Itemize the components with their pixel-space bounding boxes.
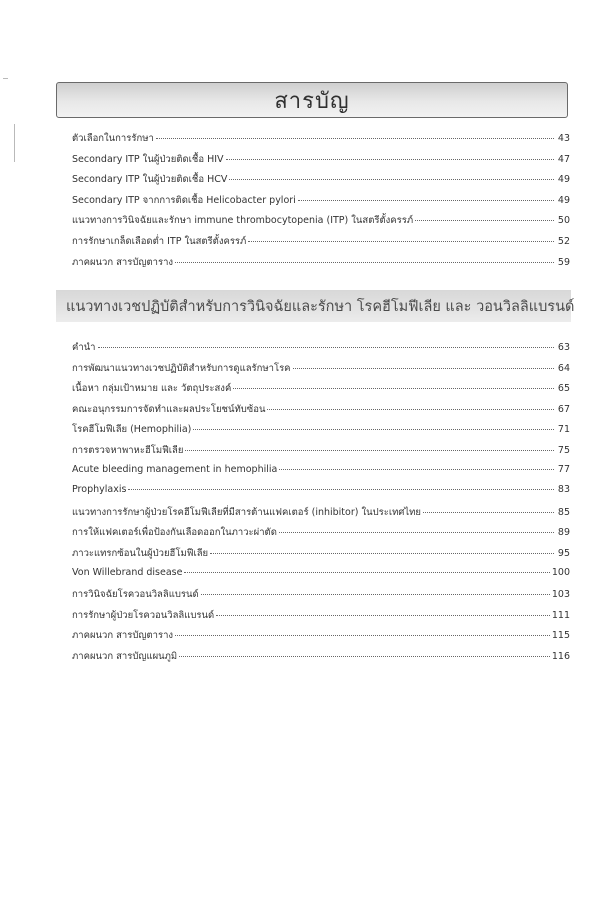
toc-entry-page: 111 [551,609,570,621]
toc-entry-title: ภาวะแทรกซ้อนในผู้ป่วยฮีโมฟีเลีย [72,547,209,559]
toc-entry [72,422,570,443]
toc-entry-title: แนวทางการวินิจฉัยและรักษา immune thrombocytopenia (ITP) ในสตรีตั้งครรภ์ [72,215,414,227]
toc-entry-title: คณะอนุกรรมการจัดทำและผลประโยชน์ทับซ้อน [72,403,266,415]
toc-entry-title: การรักษาผู้ป่วยโรควอนวิลลิแบรนด์ [72,609,215,621]
toc-entry-title: ตัวเลือกในการรักษา [72,133,154,144]
toc-entry-page: 83 [557,484,570,496]
toc-entry-title: การตรวจหาพาหะฮีโมฟีเลีย [72,444,184,456]
dot-leader [248,241,554,242]
toc-entry-page: 75 [557,444,570,456]
toc-entry-page: 49 [557,174,570,186]
dot-leader [229,179,554,180]
dot-leader [423,512,554,513]
dot-leader [185,450,554,451]
toc-entry-page: 95 [557,547,570,559]
toc-entry-title: เนื้อหา กลุ่มเป้าหมาย และ วัตถุประสงค์ [72,383,232,395]
toc-entry [72,628,570,649]
toc-entry [72,567,570,588]
toc-entry-page: 89 [557,527,570,539]
toc-entry [72,172,570,193]
toc-entry-page: 77 [557,463,570,475]
toc-entry-title: Von Willebrand disease [72,566,183,578]
toc-entry-title: Secondary ITP จากการติดเชื้อ Helicobacter pylori [72,194,296,206]
toc-heading-box [56,82,568,118]
toc-entry-page: 65 [557,383,570,395]
toc-entry [72,340,570,361]
dot-leader [175,262,554,263]
toc-entry-page: 52 [557,235,570,247]
toc-entry [72,234,570,255]
toc-entry [72,152,570,173]
dot-leader [98,347,554,348]
toc-entry-page: 49 [557,194,570,206]
dot-leader [175,635,550,636]
toc-entry [72,505,570,526]
toc-entry [72,131,570,152]
toc-entry-title: Secondary ITP ในผู้ป่วยติดเชื้อ HCV [72,174,228,186]
scan-edge-mark-left [14,124,15,162]
toc-entry-title: การพัฒนาแนวทางเวชปฏิบัติสำหรับการดูแลรักษาโรค [72,362,291,374]
toc-entry-title: Acute bleeding management in hemophilia [72,463,278,475]
toc-entry [72,402,570,423]
toc-entry-page: 116 [551,650,570,662]
toc-entry [72,546,570,567]
toc-entry-page: 63 [557,342,570,353]
toc-entry [72,608,570,629]
scan-edge-mark-top [3,78,8,79]
toc-entry-title: การให้แฟคเตอร์เพื่อป้องกันเลือดออกในภาวะผ่าตัด [72,527,277,539]
toc-entry [72,443,570,464]
dot-leader [201,594,550,595]
toc-entry-page: 67 [557,403,570,415]
toc-entry-title: โรคฮีโมฟีเลีย (Hemophilia) [72,424,192,436]
toc-entry-title: Prophylaxis [72,484,127,496]
dot-leader [267,409,554,410]
toc-entry-page: 43 [557,133,570,144]
toc-entry-page: 50 [557,215,570,227]
dot-leader [210,553,554,554]
toc-heading: สารบัญ [274,88,350,114]
dot-leader [415,220,554,221]
section-title: แนวทางเวชปฏิบัติสำหรับการวินิจฉัยและรักษา โรคฮีโมฟีเลีย และ วอนวิลลิแบรนด์ [66,298,575,315]
toc-entry-page: 47 [557,153,570,165]
dot-leader [293,368,554,369]
toc-entry-title: ภาคผนวก สารบัญตาราง [72,256,174,268]
toc-entry [72,587,570,608]
toc-entry-title: Secondary ITP ในผู้ป่วยติดเชื้อ HIV [72,153,224,165]
dot-leader [279,532,554,533]
toc-entry-page: 59 [557,256,570,268]
toc-entry [72,213,570,234]
dot-leader [179,656,550,657]
toc-entry-page: 100 [551,566,570,578]
toc-entry [72,484,570,505]
toc-entry-title: การวินิจฉัยโรควอนวิลลิแบรนด์ [72,589,199,601]
toc-entry [72,361,570,382]
section-banner [56,290,575,322]
toc-entry [72,193,570,214]
toc-entry-title: คำนำ [72,342,96,353]
dot-leader [128,489,554,490]
toc-entry [72,649,570,670]
toc-entry [72,464,570,485]
toc-entry-page: 71 [557,424,570,436]
toc-entry-title: ภาคผนวก สารบัญตาราง [72,630,174,642]
dot-leader [193,429,554,430]
dot-leader [184,572,549,573]
toc-entry-page: 103 [551,589,570,601]
dot-leader [216,615,550,616]
toc-list-itp [72,131,570,275]
dot-leader [279,469,554,470]
dot-leader [298,200,554,201]
dot-leader [226,159,554,160]
toc-list-hemophilia [72,340,570,670]
toc-entry-page: 115 [551,630,570,642]
dot-leader [156,138,554,139]
toc-entry-title: ภาคผนวก สารบัญแผนภูมิ [72,650,178,662]
toc-entry [72,255,570,276]
toc-entry-page: 85 [557,506,570,518]
toc-entry [72,525,570,546]
toc-entry [72,381,570,402]
dot-leader [233,388,554,389]
toc-entry-title: การรักษาเกล็ดเลือดต่ำ ITP ในสตรีตั้งครรภ์ [72,235,247,247]
toc-entry-title: แนวทางการรักษาผู้ป่วยโรคฮีโมฟีเลียที่มีสารต้านแฟคเตอร์ (inhibitor) ในประเทศไทย [72,506,421,518]
toc-entry-page: 64 [557,362,570,374]
